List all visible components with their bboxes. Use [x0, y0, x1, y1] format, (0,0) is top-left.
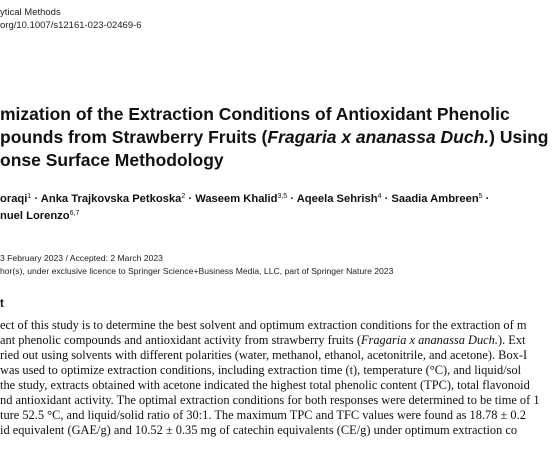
author-name[interactable]: oraqi: [0, 193, 28, 205]
abstract-line: nd antioxidant activity. The optimal extraction conditions for both responses were determined to be time of 1: [0, 393, 540, 407]
abstract-line: ant phenolic compounds and antioxidant activity from strawberry fruits (Fragaria x ananassa Duch.). Ext: [0, 333, 526, 347]
journal-name: ytical Methods: [0, 7, 61, 18]
copyright-notice: hor(s), under exclusive licence to Springer Science+Business Media, LLC, part of Springer Nature 2023: [0, 266, 394, 276]
abstract-line: ture 52.5 °C, and liquid/solid ratio of 30:1. The maximum TPC and TFC values were found as 18.78 ± 0.2: [0, 408, 526, 422]
abstract-line: id equivalent (GAE/g) and 10.52 ± 0.35 mg of catechin equivalents (CE/g) under optimum extraction co: [0, 423, 518, 437]
author-list-continued: nuel Lorenzo$^{6,7}$: [0, 210, 80, 222]
abstract-line: was used to optimize extraction conditions, including extraction time (t), temperature (°C), and liquid/sol: [0, 363, 522, 377]
article-title-line-2: pounds from Strawberry Fruits (Fragaria x ananassa Duch.) Using: [0, 127, 549, 147]
doi-link[interactable]: org/10.1007/s12161-023-02469-6: [0, 20, 142, 31]
author-name[interactable]: · Anka Trajkovska Petkoska: [31, 193, 182, 205]
received-accepted-dates: 3 February 2023 / Accepted: 2 March 2023: [0, 253, 163, 263]
article-title-line-1: mization of the Extraction Conditions of Antioxidant Phenolic: [0, 104, 510, 124]
author-name[interactable]: · Aqeela Sehrish: [287, 193, 378, 205]
author-list: oraqi$^1$ · Anka Trajkovska Petkoska$^2$ · Waseem Khalid$^{3,5}$ · Aqeela Sehrish$^4$ · Saadia Ambreen$^5$ ·: [0, 193, 490, 205]
author-name[interactable]: nuel Lorenzo: [0, 210, 70, 222]
abstract-line: ried out using solvents with different polarities (water, methanol, ethanol, acetonitrile, and acetone). Box-I: [0, 348, 528, 362]
abstract-heading: t: [0, 298, 4, 310]
abstract-line: the study, extracts obtained with acetone indicated the highest total phenolic content (TPC), total flavonoid: [0, 378, 530, 392]
species-name: Fragaria x ananassa Duch.: [360, 333, 498, 347]
species-name: Fragaria x ananassa Duch.: [267, 127, 490, 147]
article-title-line-3: onse Surface Methodology: [0, 150, 224, 170]
author-name[interactable]: · Waseem Khalid: [185, 193, 278, 205]
abstract-line: ect of this study is to determine the best solvent and optimum extraction conditions for the extraction of m: [0, 318, 527, 332]
author-name[interactable]: · Saadia Ambreen: [381, 193, 479, 205]
